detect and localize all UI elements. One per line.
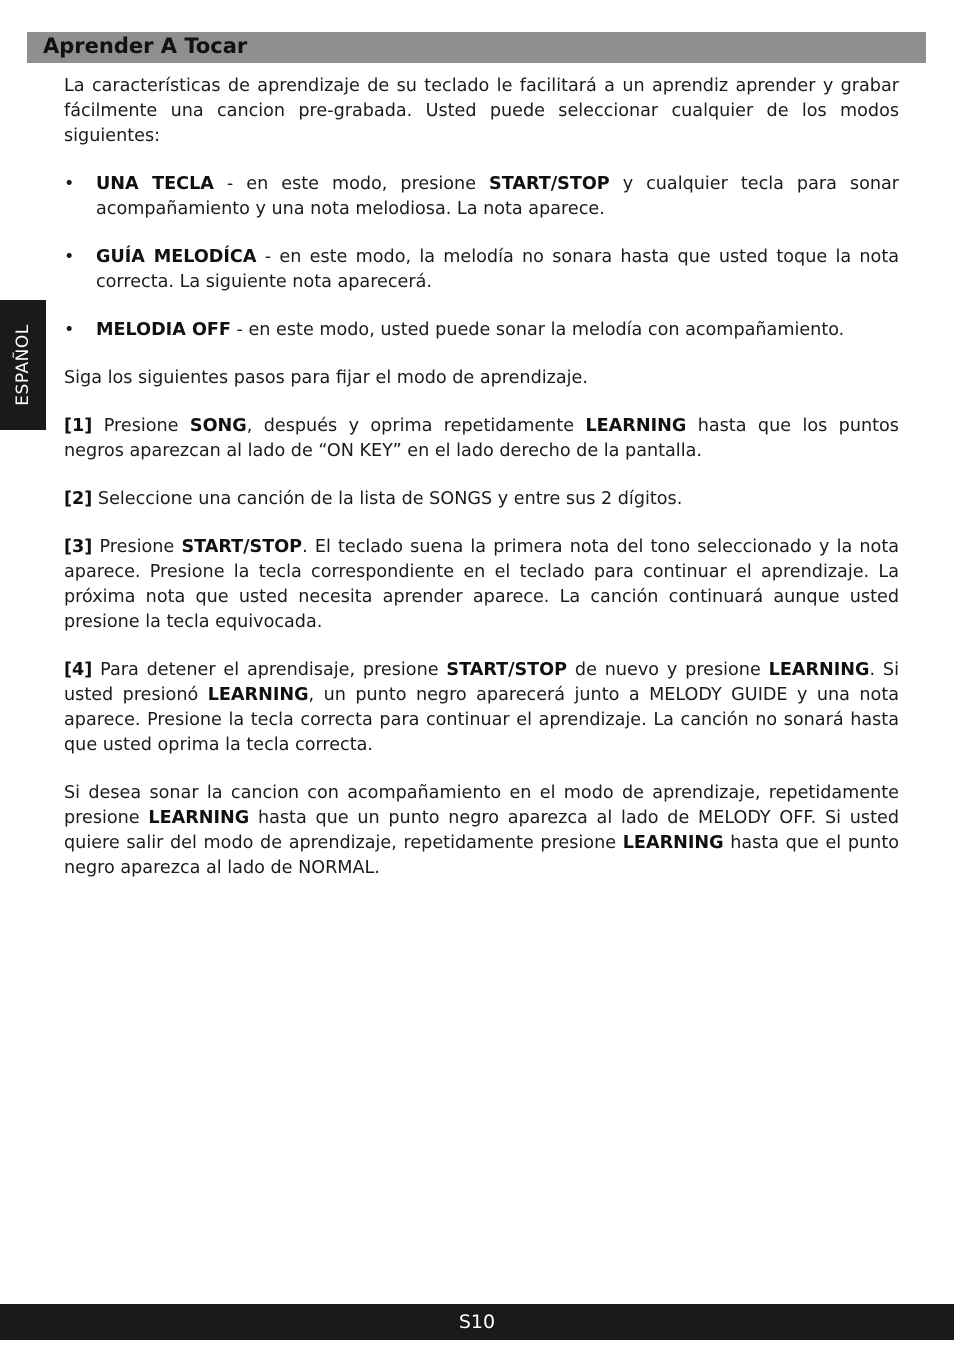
body-content bbox=[64, 74, 899, 904]
closing-text: hasta que un punto negro aparezca al lado de MELODY OFF. Si usted quiere salir del modo de aprendizaje, repetidamente presione bbox=[64, 808, 899, 853]
closing-text: Si desea sonar la cancion con acompañamiento en el modo de aprendizaje, repetidamente presione bbox=[64, 783, 899, 828]
mode-text: - en este modo, presione bbox=[213, 174, 490, 194]
section-header-bar bbox=[27, 32, 926, 63]
step-1 bbox=[64, 414, 899, 464]
steps-intro: Siga los siguientes pasos para fijar el modo de aprendizaje. bbox=[64, 368, 588, 388]
mode-bullet-una-tecla bbox=[64, 172, 899, 222]
step-2 bbox=[64, 487, 899, 512]
bullet-marker: • bbox=[64, 247, 75, 267]
closing-text: hasta que el punto negro aparezca al lado de NORMAL. bbox=[64, 833, 899, 878]
mode-term: GUÍA MELODÍCA bbox=[96, 247, 257, 267]
section-title: Aprender A Tocar bbox=[43, 34, 248, 58]
step-number: [2] bbox=[64, 489, 93, 509]
step-text: hasta que los puntos negros aparezcan al lado de “ON KEY” en el lado derecho de la pantalla. bbox=[64, 416, 899, 461]
step-text: Presione bbox=[92, 537, 182, 557]
page-number: S10 bbox=[458, 1311, 496, 1333]
mode-term: UNA TECLA bbox=[96, 174, 214, 194]
bullet-marker: • bbox=[64, 174, 75, 194]
bullet-marker: • bbox=[64, 320, 75, 340]
key-name: LEARNING bbox=[148, 808, 250, 828]
step-text: Seleccione una canción de la lista de SONGS y entre sus 2 dígitos. bbox=[92, 489, 683, 509]
key-name: LEARNING bbox=[768, 660, 870, 680]
mode-text: y cualquier tecla para sonar acompañamiento y una nota melodiosa. La nota aparece. bbox=[96, 174, 899, 219]
key-name: START/STOP bbox=[489, 174, 610, 194]
step-text: Para detener el aprendisaje, presione bbox=[92, 660, 447, 680]
step-3 bbox=[64, 535, 899, 635]
step-text: , después y oprima repetidamente bbox=[246, 416, 586, 436]
step-number: [3] bbox=[64, 537, 93, 557]
mode-term: MELODIA OFF bbox=[96, 320, 231, 340]
language-side-tab bbox=[0, 300, 46, 430]
key-name: LEARNING bbox=[207, 685, 309, 705]
mode-bullet-guia-melodica bbox=[64, 245, 899, 295]
mode-bullet-melodia-off bbox=[64, 318, 899, 343]
step-text: Presione bbox=[92, 416, 190, 436]
step-number: [1] bbox=[64, 416, 93, 436]
key-name: START/STOP bbox=[181, 537, 303, 557]
step-number: [4] bbox=[64, 660, 93, 680]
step-text: . El teclado suena la primera nota del tono seleccionado y la nota aparece. Presione la tecla correspondiente en el teclado para continuar el aprendizaje. La próxima nota que usted necesita aprender aparece. La canción continuará aunque usted presione la tecla equivocada. bbox=[64, 537, 899, 632]
step-text: de nuevo y presione bbox=[567, 660, 769, 680]
mode-text: - en este modo, usted puede sonar la melodía con acompañamiento. bbox=[230, 320, 845, 340]
footer-bar bbox=[0, 1304, 954, 1340]
key-name: SONG bbox=[189, 416, 247, 436]
mode-text: - en este modo, la melodía no sonara hasta que usted toque la nota correcta. La siguiente nota aparecerá. bbox=[96, 247, 899, 292]
key-name: LEARNING bbox=[622, 833, 724, 853]
key-name: LEARNING bbox=[585, 416, 687, 436]
step-4 bbox=[64, 658, 899, 758]
intro-paragraph: La características de aprendizaje de su teclado le facilitará a un aprendiz aprender y grabar fácilmente una cancion pre-grabada. Usted puede seleccionar cualquier de los modos siguientes: bbox=[64, 76, 899, 146]
step-text: , un punto negro aparecerá junto a MELODY GUIDE y una nota aparece. Presione la tecla correcta para continuar el aprendizaje. La canción no sonará hasta que usted oprima la tecla correcta. bbox=[64, 685, 900, 755]
step-text: . Si usted presionó bbox=[64, 660, 899, 705]
language-label: ESPAÑOL bbox=[13, 324, 33, 406]
closing-paragraph bbox=[64, 781, 899, 881]
key-name: START/STOP bbox=[446, 660, 568, 680]
